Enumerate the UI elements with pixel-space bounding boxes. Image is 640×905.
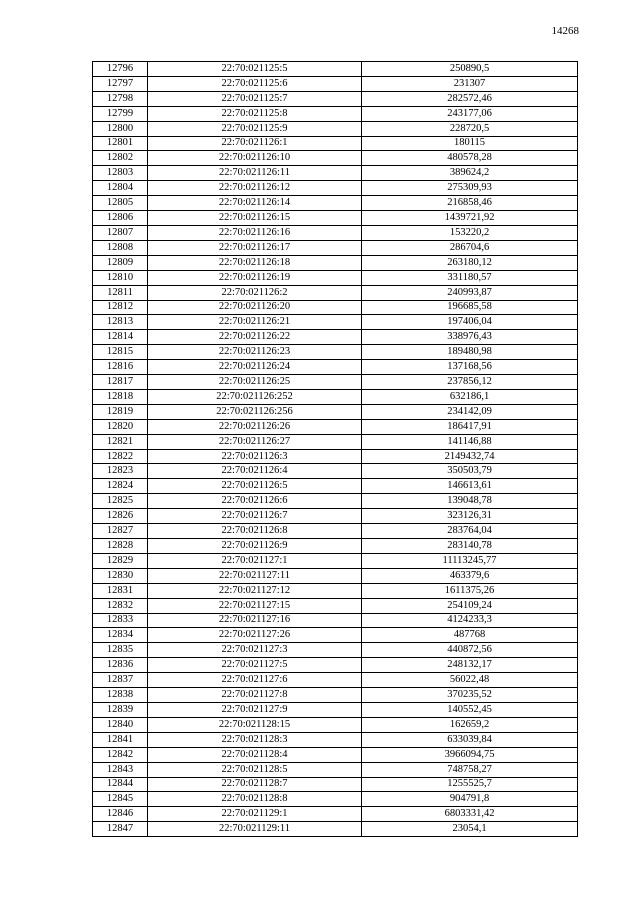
cadastral-number-cell: 22:70:021126:10 xyxy=(148,151,362,166)
value-cell: 146613,61 xyxy=(362,479,578,494)
cadastral-number-cell: 22:70:021126:252 xyxy=(148,389,362,404)
cadastral-number-cell: 22:70:021126:1 xyxy=(148,136,362,151)
cadastral-number-cell: 22:70:021125:9 xyxy=(148,121,362,136)
row-number-cell: 12823 xyxy=(93,464,148,479)
value-cell: 463379,6 xyxy=(362,568,578,583)
value-cell: 243177,06 xyxy=(362,106,578,121)
table-row xyxy=(93,583,578,598)
table-row xyxy=(93,777,578,792)
cadastral-number-cell: 22:70:021127:16 xyxy=(148,613,362,628)
table-row xyxy=(93,196,578,211)
cadastral-number-cell: 22:70:021126:14 xyxy=(148,196,362,211)
table-row xyxy=(93,389,578,404)
row-number-cell: 12809 xyxy=(93,255,148,270)
cadastral-number-cell: 22:70:021127:15 xyxy=(148,598,362,613)
value-cell: 440872,56 xyxy=(362,643,578,658)
table-row xyxy=(93,807,578,822)
table-row xyxy=(93,136,578,151)
row-number-cell: 12827 xyxy=(93,524,148,539)
value-cell: 2149432,74 xyxy=(362,449,578,464)
value-cell: 11113245,77 xyxy=(362,553,578,568)
cadastral-number-cell: 22:70:021126:8 xyxy=(148,524,362,539)
value-cell: 137168,56 xyxy=(362,360,578,375)
table-row xyxy=(93,106,578,121)
cadastral-number-cell: 22:70:021125:6 xyxy=(148,76,362,91)
row-number-cell: 12807 xyxy=(93,225,148,240)
row-number-cell: 12843 xyxy=(93,762,148,777)
cadastral-number-cell: 22:70:021126:4 xyxy=(148,464,362,479)
table-row xyxy=(93,300,578,315)
table-row xyxy=(93,673,578,688)
table-row xyxy=(93,315,578,330)
cadastral-number-cell: 22:70:021128:7 xyxy=(148,777,362,792)
cadastral-number-cell: 22:70:021127:11 xyxy=(148,568,362,583)
table-row xyxy=(93,628,578,643)
value-cell: 254109,24 xyxy=(362,598,578,613)
table-row xyxy=(93,121,578,136)
row-number-cell: 12818 xyxy=(93,389,148,404)
value-cell: 56022,48 xyxy=(362,673,578,688)
cadastral-number-cell: 22:70:021127:3 xyxy=(148,643,362,658)
table-row xyxy=(93,479,578,494)
value-cell: 283764,04 xyxy=(362,524,578,539)
cadastral-number-cell: 22:70:021127:8 xyxy=(148,688,362,703)
row-number-cell: 12830 xyxy=(93,568,148,583)
value-cell: 1439721,92 xyxy=(362,211,578,226)
value-cell: 350503,79 xyxy=(362,464,578,479)
row-number-cell: 12836 xyxy=(93,658,148,673)
cadastral-number-cell: 22:70:021126:18 xyxy=(148,255,362,270)
value-cell: 180115 xyxy=(362,136,578,151)
value-cell: 234142,09 xyxy=(362,404,578,419)
value-cell: 338976,43 xyxy=(362,330,578,345)
value-cell: 140552,45 xyxy=(362,702,578,717)
value-cell: 237856,12 xyxy=(362,375,578,390)
value-cell: 904791,8 xyxy=(362,792,578,807)
row-number-cell: 12821 xyxy=(93,434,148,449)
cadastral-number-cell: 22:70:021126:19 xyxy=(148,270,362,285)
row-number-cell: 12817 xyxy=(93,375,148,390)
row-number-cell: 12812 xyxy=(93,300,148,315)
value-cell: 286704,6 xyxy=(362,240,578,255)
table-row xyxy=(93,375,578,390)
cadastral-number-cell: 22:70:021128:3 xyxy=(148,732,362,747)
cadastral-number-cell: 22:70:021128:5 xyxy=(148,762,362,777)
cadastral-number-cell: 22:70:021126:27 xyxy=(148,434,362,449)
table-row xyxy=(93,524,578,539)
value-cell: 248132,17 xyxy=(362,658,578,673)
value-cell: 283140,78 xyxy=(362,539,578,554)
table-row xyxy=(93,762,578,777)
row-number-cell: 12846 xyxy=(93,807,148,822)
value-cell: 4124233,3 xyxy=(362,613,578,628)
row-number-cell: 12842 xyxy=(93,747,148,762)
table-row xyxy=(93,539,578,554)
cadastral-number-cell: 22:70:021127:1 xyxy=(148,553,362,568)
cadastral-number-cell: 22:70:021125:5 xyxy=(148,62,362,77)
cadastral-number-cell: 22:70:021126:20 xyxy=(148,300,362,315)
value-cell: 632186,1 xyxy=(362,389,578,404)
table-row xyxy=(93,702,578,717)
row-number-cell: 12796 xyxy=(93,62,148,77)
row-number-cell: 12804 xyxy=(93,181,148,196)
cadastral-number-cell: 22:70:021126:6 xyxy=(148,494,362,509)
cadastral-number-cell: 22:70:021126:24 xyxy=(148,360,362,375)
table-body xyxy=(93,62,578,837)
table-row xyxy=(93,658,578,673)
cadastral-number-cell: 22:70:021127:9 xyxy=(148,702,362,717)
row-number-cell: 12826 xyxy=(93,509,148,524)
table-row xyxy=(93,717,578,732)
value-cell: 189480,98 xyxy=(362,345,578,360)
row-number-cell: 12828 xyxy=(93,539,148,554)
value-cell: 263180,12 xyxy=(362,255,578,270)
row-number-cell: 12798 xyxy=(93,91,148,106)
cadastral-number-cell: 22:70:021126:16 xyxy=(148,225,362,240)
row-number-cell: 12841 xyxy=(93,732,148,747)
row-number-cell: 12839 xyxy=(93,702,148,717)
cadastral-number-cell: 22:70:021126:11 xyxy=(148,166,362,181)
table-row xyxy=(93,732,578,747)
cadastral-number-cell: 22:70:021126:22 xyxy=(148,330,362,345)
row-number-cell: 12803 xyxy=(93,166,148,181)
table-row xyxy=(93,330,578,345)
table-row xyxy=(93,91,578,106)
cadastral-number-cell: 22:70:021125:7 xyxy=(148,91,362,106)
value-cell: 240993,87 xyxy=(362,285,578,300)
cadastral-number-cell: 22:70:021126:15 xyxy=(148,211,362,226)
table-row xyxy=(93,822,578,837)
cadastral-number-cell: 22:70:021126:3 xyxy=(148,449,362,464)
table-row xyxy=(93,76,578,91)
value-cell: 323126,31 xyxy=(362,509,578,524)
value-cell: 480578,28 xyxy=(362,151,578,166)
table-row xyxy=(93,598,578,613)
row-number-cell: 12822 xyxy=(93,449,148,464)
table-row xyxy=(93,345,578,360)
value-cell: 23054,1 xyxy=(362,822,578,837)
cadastral-number-cell: 22:70:021127:26 xyxy=(148,628,362,643)
row-number-cell: 12835 xyxy=(93,643,148,658)
value-cell: 1611375,26 xyxy=(362,583,578,598)
row-number-cell: 12816 xyxy=(93,360,148,375)
cadastral-number-cell: 22:70:021128:4 xyxy=(148,747,362,762)
value-cell: 139048,78 xyxy=(362,494,578,509)
cadastral-number-cell: 22:70:021128:15 xyxy=(148,717,362,732)
value-cell: 633039,84 xyxy=(362,732,578,747)
table-row xyxy=(93,792,578,807)
table-row xyxy=(93,211,578,226)
cadastral-number-cell: 22:70:021128:8 xyxy=(148,792,362,807)
table-row xyxy=(93,419,578,434)
value-cell: 231307 xyxy=(362,76,578,91)
cadastral-number-cell: 22:70:021126:23 xyxy=(148,345,362,360)
value-cell: 331180,57 xyxy=(362,270,578,285)
cadastral-number-cell: 22:70:021126:17 xyxy=(148,240,362,255)
value-cell: 153220,2 xyxy=(362,225,578,240)
value-cell: 228720,5 xyxy=(362,121,578,136)
cadastral-number-cell: 22:70:021126:256 xyxy=(148,404,362,419)
value-cell: 196685,58 xyxy=(362,300,578,315)
cadastral-number-cell: 22:70:021129:1 xyxy=(148,807,362,822)
value-cell: 197406,04 xyxy=(362,315,578,330)
value-cell: 275309,93 xyxy=(362,181,578,196)
value-cell: 748758,27 xyxy=(362,762,578,777)
cadastral-number-cell: 22:70:021126:5 xyxy=(148,479,362,494)
table-row xyxy=(93,449,578,464)
value-cell: 141146,88 xyxy=(362,434,578,449)
row-number-cell: 12833 xyxy=(93,613,148,628)
cadastral-number-cell: 22:70:021129:11 xyxy=(148,822,362,837)
value-cell: 370235,52 xyxy=(362,688,578,703)
table-row xyxy=(93,240,578,255)
value-cell: 389624,2 xyxy=(362,166,578,181)
value-cell: 3966094,75 xyxy=(362,747,578,762)
table-row xyxy=(93,747,578,762)
cadastral-number-cell: 22:70:021127:5 xyxy=(148,658,362,673)
table-row xyxy=(93,509,578,524)
table-row xyxy=(93,255,578,270)
table-row xyxy=(93,613,578,628)
row-number-cell: 12829 xyxy=(93,553,148,568)
cadastral-value-table xyxy=(92,61,578,837)
cadastral-number-cell: 22:70:021125:8 xyxy=(148,106,362,121)
row-number-cell: 12813 xyxy=(93,315,148,330)
value-cell: 487768 xyxy=(362,628,578,643)
table-row xyxy=(93,643,578,658)
row-number-cell: 12844 xyxy=(93,777,148,792)
row-number-cell: 12800 xyxy=(93,121,148,136)
table-row xyxy=(93,181,578,196)
table-row xyxy=(93,434,578,449)
row-number-cell: 12840 xyxy=(93,717,148,732)
table-row xyxy=(93,494,578,509)
row-number-cell: 12797 xyxy=(93,76,148,91)
row-number-cell: 12834 xyxy=(93,628,148,643)
row-number-cell: 12814 xyxy=(93,330,148,345)
table-row xyxy=(93,151,578,166)
table-row xyxy=(93,62,578,77)
row-number-cell: 12845 xyxy=(93,792,148,807)
cadastral-number-cell: 22:70:021127:12 xyxy=(148,583,362,598)
row-number-cell: 12819 xyxy=(93,404,148,419)
row-number-cell: 12799 xyxy=(93,106,148,121)
table-row xyxy=(93,225,578,240)
row-number-cell: 12815 xyxy=(93,345,148,360)
cadastral-number-cell: 22:70:021126:7 xyxy=(148,509,362,524)
table-row xyxy=(93,404,578,419)
row-number-cell: 12820 xyxy=(93,419,148,434)
row-number-cell: 12838 xyxy=(93,688,148,703)
row-number-cell: 12847 xyxy=(93,822,148,837)
cadastral-number-cell: 22:70:021126:12 xyxy=(148,181,362,196)
table-row xyxy=(93,270,578,285)
row-number-cell: 12802 xyxy=(93,151,148,166)
cadastral-number-cell: 22:70:021126:26 xyxy=(148,419,362,434)
cadastral-number-cell: 22:70:021127:6 xyxy=(148,673,362,688)
cadastral-number-cell: 22:70:021126:2 xyxy=(148,285,362,300)
value-cell: 162659,2 xyxy=(362,717,578,732)
table-row xyxy=(93,285,578,300)
row-number-cell: 12811 xyxy=(93,285,148,300)
row-number-cell: 12832 xyxy=(93,598,148,613)
value-cell: 6803331,42 xyxy=(362,807,578,822)
row-number-cell: 12825 xyxy=(93,494,148,509)
row-number-cell: 12805 xyxy=(93,196,148,211)
value-cell: 1255525,7 xyxy=(362,777,578,792)
table-row xyxy=(93,166,578,181)
value-cell: 282572,46 xyxy=(362,91,578,106)
cadastral-number-cell: 22:70:021126:9 xyxy=(148,539,362,554)
table-row xyxy=(93,688,578,703)
row-number-cell: 12824 xyxy=(93,479,148,494)
cadastral-number-cell: 22:70:021126:21 xyxy=(148,315,362,330)
table-row xyxy=(93,568,578,583)
value-cell: 186417,91 xyxy=(362,419,578,434)
row-number-cell: 12837 xyxy=(93,673,148,688)
table-row xyxy=(93,553,578,568)
row-number-cell: 12808 xyxy=(93,240,148,255)
cadastral-number-cell: 22:70:021126:25 xyxy=(148,375,362,390)
row-number-cell: 12801 xyxy=(93,136,148,151)
row-number-cell: 12806 xyxy=(93,211,148,226)
row-number-cell: 12831 xyxy=(93,583,148,598)
row-number-cell: 12810 xyxy=(93,270,148,285)
page-number: 14268 xyxy=(551,25,579,37)
value-cell: 250890,5 xyxy=(362,62,578,77)
value-cell: 216858,46 xyxy=(362,196,578,211)
table-row xyxy=(93,360,578,375)
table-row xyxy=(93,464,578,479)
